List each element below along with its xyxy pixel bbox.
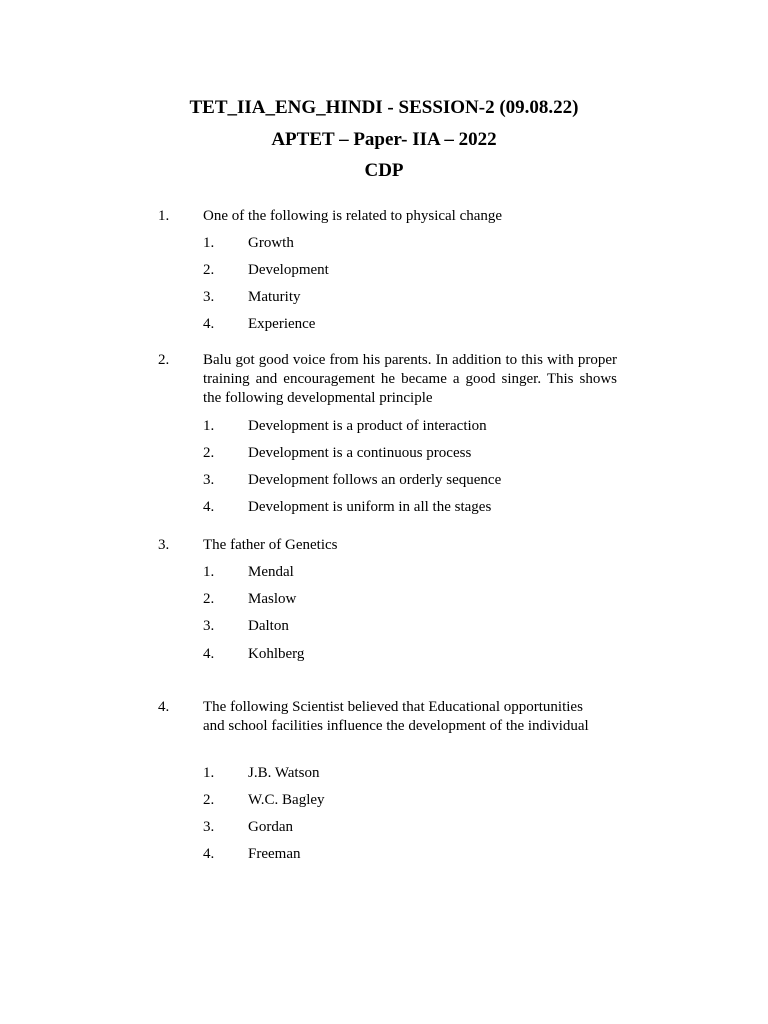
question-number: 3.	[158, 537, 170, 553]
option-item	[0, 845, 768, 865]
option-number: 4.	[203, 846, 215, 862]
option-item	[0, 234, 768, 254]
option-item	[0, 261, 768, 281]
question-text: The following Scientist believed that Educational opportunities and school facilities influence the development of the individual	[203, 699, 589, 734]
option-item	[0, 617, 768, 637]
option-item	[0, 444, 768, 464]
option-text: Development is a continuous process	[248, 445, 472, 461]
option-number: 1.	[203, 564, 215, 580]
option-text: Experience	[248, 316, 316, 332]
option-text: Development is a product of interaction	[248, 418, 487, 434]
option-number: 3.	[203, 289, 215, 305]
option-text: Mendal	[248, 564, 294, 580]
option-text: J.B. Watson	[248, 765, 320, 781]
option-text: Maturity	[248, 289, 301, 305]
option-item	[0, 315, 768, 335]
option-number: 2.	[203, 262, 215, 278]
option-number: 3.	[203, 618, 215, 634]
question-number: 4.	[158, 699, 170, 715]
option-number: 2.	[203, 792, 215, 808]
option-item	[0, 417, 768, 437]
paper-session-title: TET_IIA_ENG_HINDI - SESSION-2 (09.08.22)	[189, 97, 579, 118]
option-number: 1.	[203, 765, 215, 781]
option-number: 3.	[203, 819, 215, 835]
option-item	[0, 645, 768, 665]
option-item	[0, 563, 768, 583]
option-item	[0, 590, 768, 610]
option-text: W.C. Bagley	[248, 792, 325, 808]
option-text: Development is uniform in all the stages	[248, 499, 492, 515]
question-number: 1.	[158, 208, 170, 224]
option-item	[0, 764, 768, 784]
question-number: 2.	[158, 352, 170, 368]
question-text: One of the following is related to physical change	[203, 208, 503, 224]
option-number: 1.	[203, 235, 215, 251]
option-item	[0, 471, 768, 491]
option-number: 2.	[203, 445, 215, 461]
option-text: Dalton	[248, 618, 289, 634]
option-item	[0, 791, 768, 811]
option-text: Development follows an orderly sequence	[248, 472, 502, 488]
option-number: 4.	[203, 499, 215, 515]
option-number: 2.	[203, 591, 215, 607]
option-text: Gordan	[248, 819, 293, 835]
option-number: 4.	[203, 646, 215, 662]
question-text: Balu got good voice from his parents. In addition to this with proper training and encouragement he became a good singer. This shows the following developmental principle	[203, 352, 617, 406]
option-item	[0, 498, 768, 518]
question-text: The father of Genetics	[203, 537, 338, 553]
option-text: Growth	[248, 235, 294, 251]
option-number: 4.	[203, 316, 215, 332]
paper-exam-title: APTET – Paper- IIA – 2022	[271, 129, 497, 150]
option-text: Kohlberg	[248, 646, 305, 662]
paper-subject-title: CDP	[364, 160, 404, 181]
option-number: 1.	[203, 418, 215, 434]
option-item	[0, 288, 768, 308]
option-item	[0, 818, 768, 838]
option-text: Development	[248, 262, 329, 278]
option-number: 3.	[203, 472, 215, 488]
option-text: Freeman	[248, 846, 301, 862]
option-text: Maslow	[248, 591, 297, 607]
